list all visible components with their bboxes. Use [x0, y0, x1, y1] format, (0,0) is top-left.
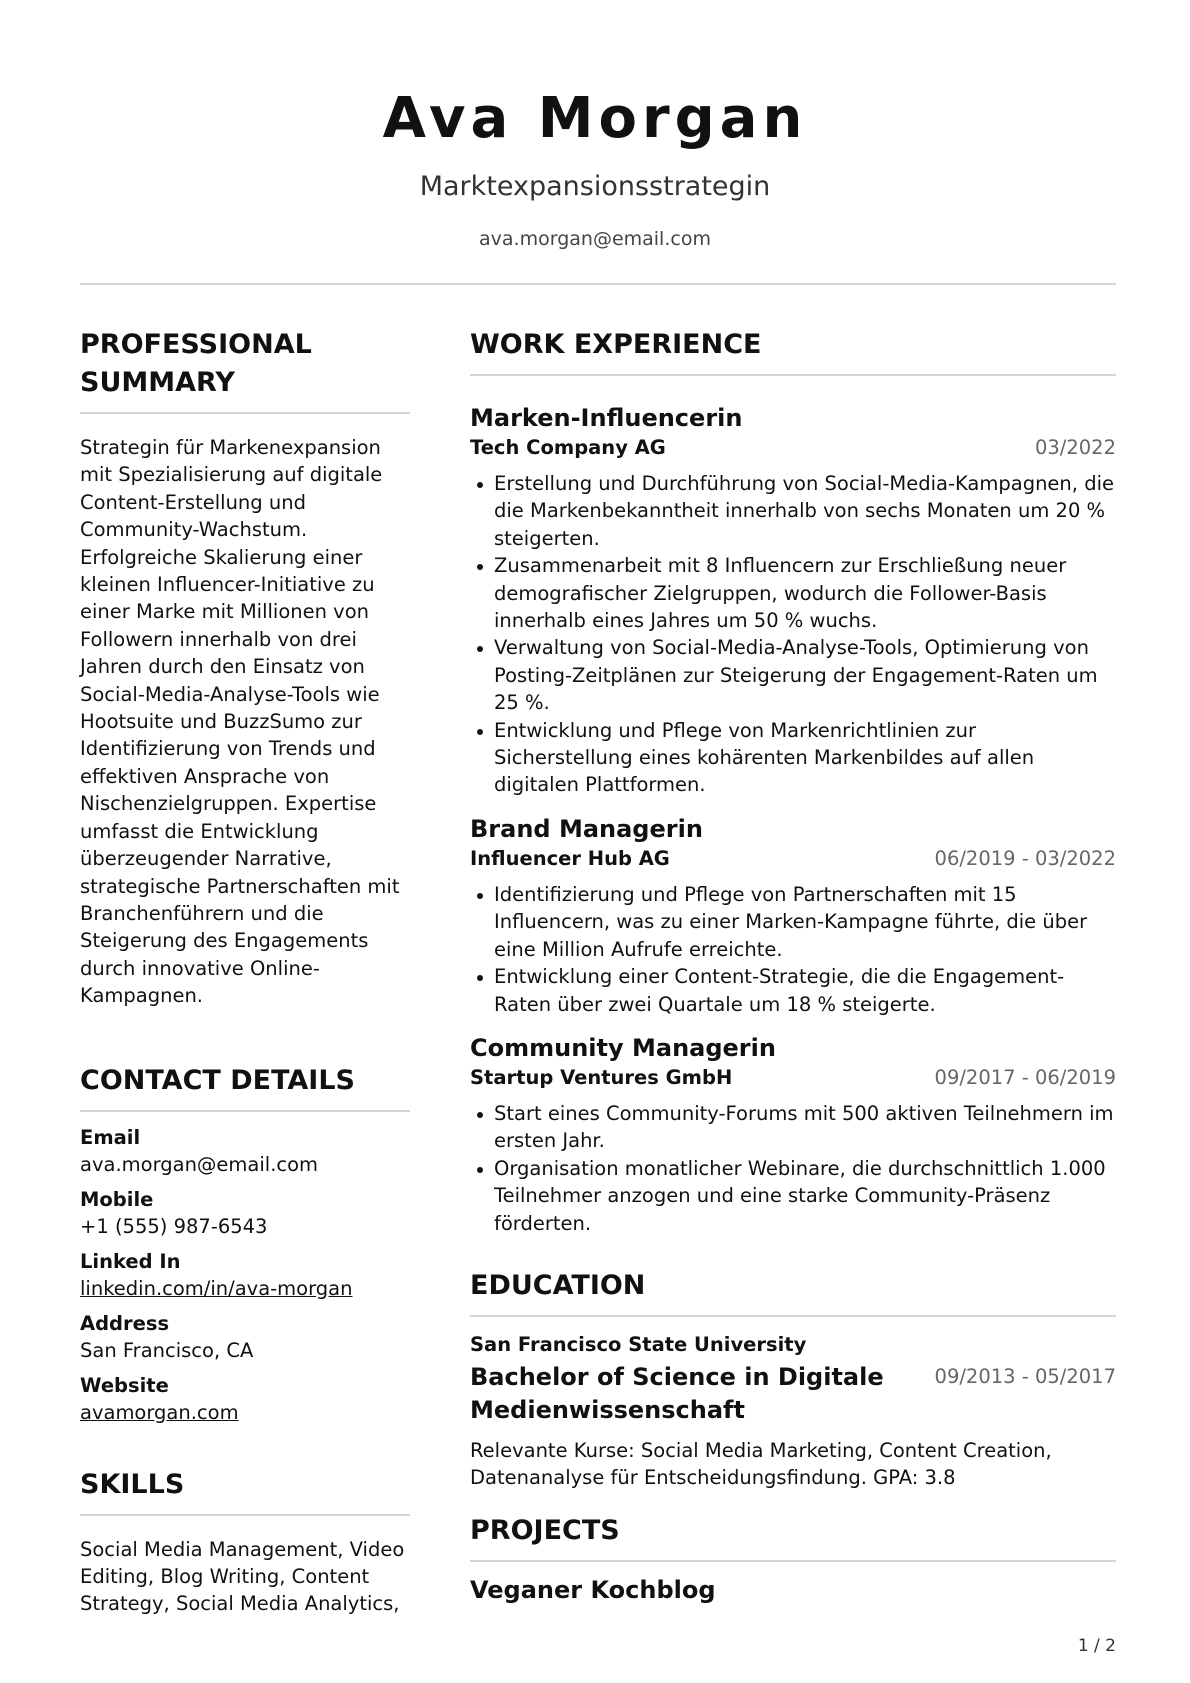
- job-dates: 06/2019 - 03/2022: [934, 846, 1116, 870]
- contact-address: [80, 1310, 410, 1364]
- job-dates: 03/2022: [1034, 436, 1116, 459]
- job-entry-title: Brand Managerin: [470, 814, 703, 843]
- contact-linkedin: [80, 1248, 410, 1302]
- skills-text: Social Media Management, Video Editing, Blog Writing, Content Strategy, Social Media Analytics,: [80, 1537, 405, 1616]
- education-description: Relevante Kurse: Social Media Marketing, Content Creation, Datenanalyse für Entscheidungsfindung. GPA: 3.8: [470, 1438, 1052, 1490]
- right-column: [470, 326, 1116, 1606]
- linkedin-link[interactable]: linkedin.com/in/ava-morgan: [80, 1276, 353, 1300]
- bullet-item: Entwicklung einer Content-Strategie, die die Engagement-Raten über zwei Quartale um 18 % steigerte.: [470, 963, 1116, 1018]
- contact-label: Website: [80, 1373, 169, 1397]
- job-meta: [470, 1064, 1116, 1092]
- job-entry-title: Marken-Influencerin: [470, 404, 743, 432]
- contact-mobile: [80, 1186, 410, 1240]
- header-email: ava.morgan@email.com: [479, 228, 711, 250]
- contact-email: [80, 1124, 410, 1178]
- job-bullets: [470, 470, 1116, 799]
- job-bullets: [470, 881, 1116, 1018]
- bullet-item: Organisation monatlicher Webinare, die durchschnittlich 1.000 Teilnehmer anzogen und eine starke Community-Präsenz förderten.: [470, 1155, 1116, 1237]
- contact-list: [80, 1124, 410, 1426]
- bullet-item: Erstellung und Durchführung von Social-Media-Kampagnen, die die Markenbekanntheit innerhalb von sechs Monaten um 20 % steigerten.: [470, 470, 1116, 552]
- summary-heading: PROFESSIONAL SUMMARY: [80, 326, 410, 414]
- contact-heading: CONTACT DETAILS: [80, 1062, 410, 1112]
- left-column: [80, 326, 410, 1618]
- bullet-item: Zusammenarbeit mit 8 Influencern zur Erschließung neuer demografischer Zielgruppen, wodurch die Follower-Basis innerhalb eines Jahres um 50 % wuchs.: [470, 552, 1116, 634]
- candidate-name: Ava Morgan: [382, 86, 808, 151]
- contact-label: Address: [80, 1311, 170, 1335]
- contact-mobile-value: +1 (555) 987-6543: [80, 1214, 268, 1238]
- bullet-item: Start eines Community-Forums mit 500 aktiven Teilnehmern im ersten Jahr.: [470, 1100, 1116, 1155]
- education-row: [470, 1361, 1116, 1427]
- work-heading: WORK EXPERIENCE: [470, 326, 1116, 376]
- school-name: San Francisco State University: [470, 1332, 807, 1356]
- contact-label: Email: [80, 1125, 141, 1149]
- company-name: Startup Ventures GmbH: [470, 1065, 733, 1089]
- job-entry: [470, 402, 1116, 799]
- skills-heading: SKILLS: [80, 1466, 410, 1516]
- company-name: Tech Company AG: [470, 436, 666, 459]
- summary-text: Strategin für Markenexpansion mit Spezialisierung auf digitale Content-Erstellung und Community-Wachstum. Erfolgreiche Skalierung einer kleinen Influencer-Initiative zu einer Marke mit Millionen von Followern innerhalb von drei Jahren durch den Einsatz von Social-Media-Analyse-Tools wie Hootsuite und BuzzSumo zur Identifizierung von Trends und effektiven Ansprache von Nischenzielgruppen. Expertise umfasst die Entwicklung überzeugender Narrative, strategische Partnerschaften mit Branchenführern und die Steigerung des Engagements durch innovative Online-Kampagnen.: [80, 436, 400, 1008]
- contact-website: [80, 1372, 410, 1426]
- job-title: Marktexpansionsstrategin: [419, 171, 771, 202]
- website-link[interactable]: avamorgan.com: [80, 1400, 239, 1424]
- education-dates: 09/2013 - 05/2017: [934, 1364, 1116, 1388]
- bullet-item: Identifizierung und Pflege von Partnerschaften mit 15 Influencern, was zu einer Marken-Kampagne führte, die über eine Million Aufrufe erreichte.: [470, 881, 1116, 963]
- contact-label: Linked In: [80, 1249, 181, 1273]
- company-name: Influencer Hub AG: [470, 846, 670, 870]
- projects-heading: PROJECTS: [470, 1512, 1116, 1562]
- page-number: 1 / 2: [1077, 1636, 1116, 1656]
- degree-title: Bachelor of Science in Digitale Medienwissenschaft: [470, 1362, 884, 1424]
- contact-address-value: San Francisco, CA: [80, 1338, 254, 1362]
- contact-label: Mobile: [80, 1187, 154, 1211]
- job-dates: 09/2017 - 06/2019: [934, 1065, 1116, 1089]
- job-meta: [470, 845, 1116, 873]
- education-entry: [470, 1331, 1116, 1492]
- job-meta: [470, 434, 1116, 462]
- header-divider: [80, 283, 1116, 285]
- contact-email-value: ava.morgan@email.com: [80, 1152, 319, 1176]
- job-bullets: [470, 1100, 1116, 1237]
- job-entry: [470, 813, 1116, 1018]
- job-entry-title: Community Managerin: [470, 1033, 776, 1062]
- bullet-item: Verwaltung von Social-Media-Analyse-Tools, Optimierung von Posting-Zeitplänen zur Steigerung der Engagement-Raten um 25 %.: [470, 634, 1116, 716]
- bullet-item: Entwicklung und Pflege von Markenrichtlinien zur Sicherstellung eines kohärenten Markenbildes auf allen digitalen Plattformen.: [470, 717, 1116, 799]
- project-title: Veganer Kochblog: [470, 1575, 716, 1604]
- job-entry: [470, 1032, 1116, 1237]
- education-heading: EDUCATION: [470, 1267, 1116, 1317]
